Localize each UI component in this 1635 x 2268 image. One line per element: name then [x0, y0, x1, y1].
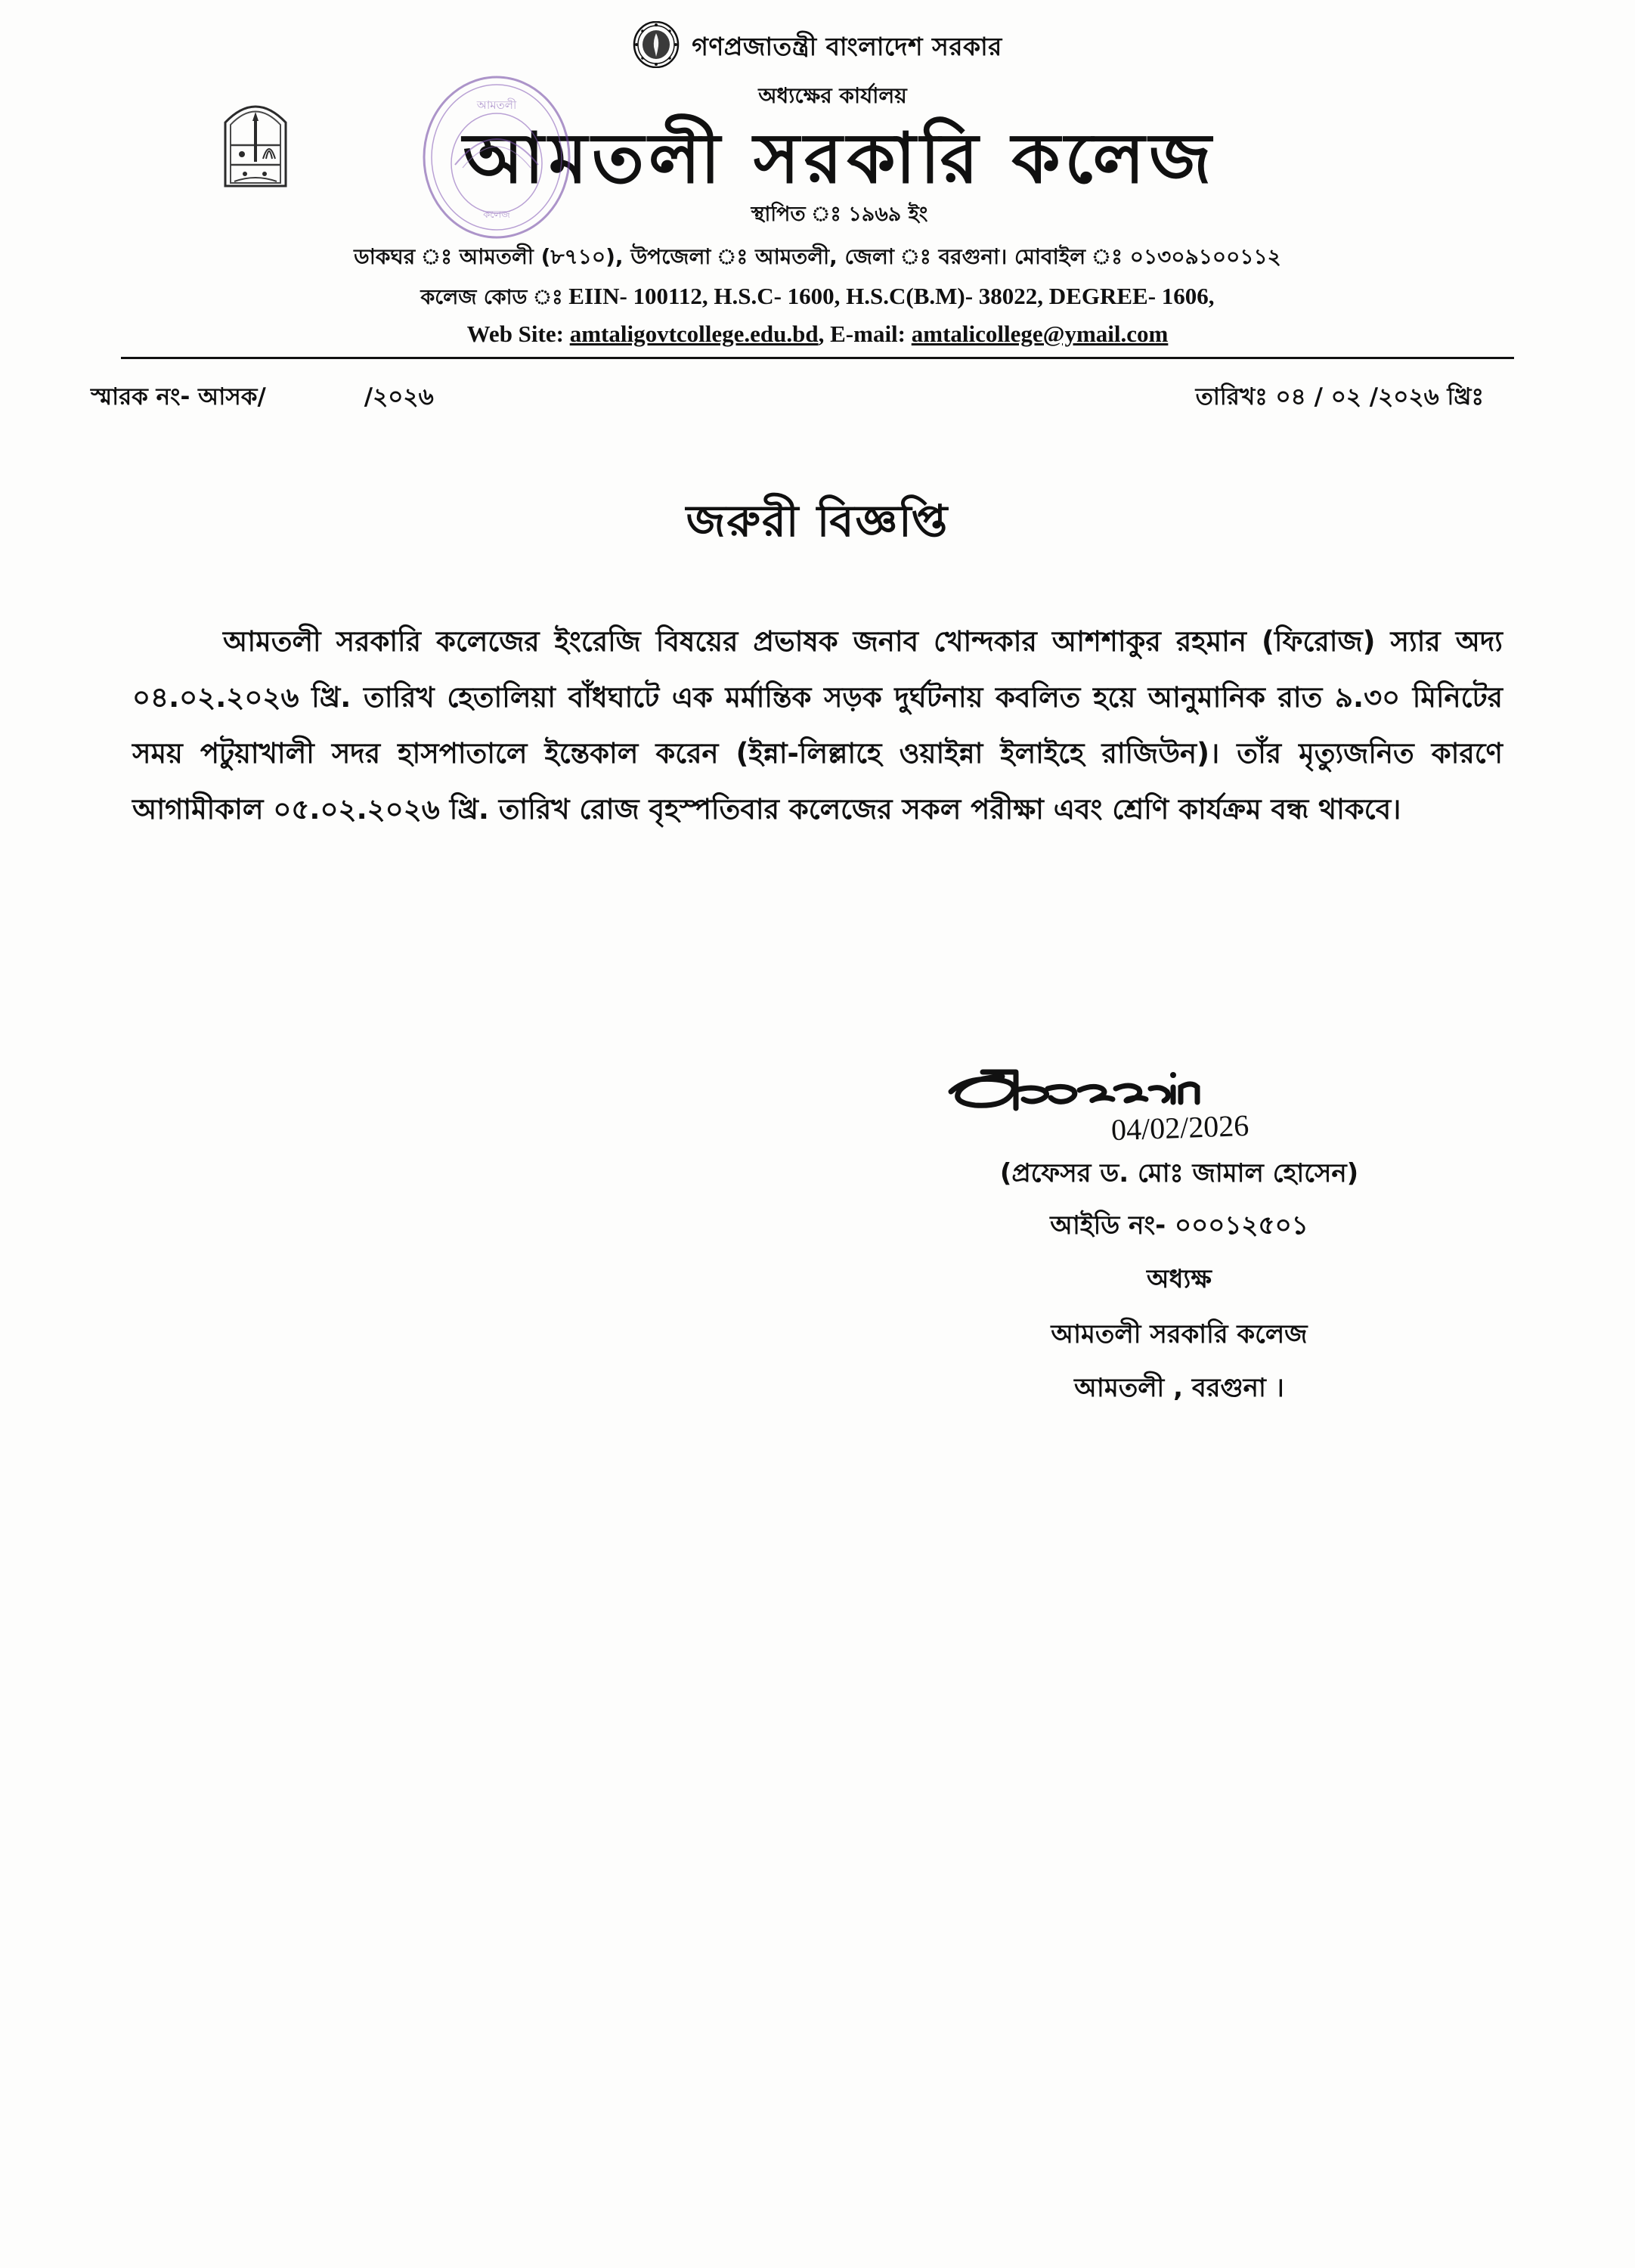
government-line-text: গণপ্রজাতন্ত্রী বাংলাদেশ সরকার: [692, 32, 1002, 62]
comma-separator: ,: [818, 321, 831, 348]
website-label: Web Site:: [466, 321, 564, 348]
signatory-role: অধ্যক্ষ: [1147, 1264, 1212, 1294]
page-title: আমতলী সরকারি কলেজ: [463, 118, 1216, 200]
address-line: ডাকঘর ঃ আমতলী (৮৭১০), উপজেলা ঃ আমতলী, জেলা ঃ বরগুনা। মোবাইল ঃ ০১৩০৯১০০১১২: [354, 244, 1281, 270]
memo-number: [91, 379, 434, 418]
email-label: E-mail:: [830, 321, 906, 348]
signatory-name: (প্রফেসর ড. মোঃ জামাল হোসেন): [999, 1158, 1359, 1188]
letterhead: [0, 0, 1635, 359]
signatory-place: আমতলী , বরগুনা ।: [1074, 1373, 1284, 1403]
website-link[interactable]: amtaligovtcollege.edu.bd: [569, 321, 819, 348]
college-logo-icon: [219, 89, 292, 187]
svg-text:আমতলী: আমতলী: [476, 98, 517, 112]
college-code-values: EIIN- 100112, H.S.C- 1600, H.S.C(B.M)- 38022, DEGREE- 1606,: [568, 283, 1215, 310]
notice-heading: জরুরী বিজ্ঞপ্তি: [686, 495, 949, 547]
college-code-line: [91, 282, 1544, 316]
government-line: [91, 21, 1544, 75]
web-contact-line: [91, 321, 1544, 348]
notice-body: আমতলী সরকারি কলেজের ইংরেজি বিষয়ের প্রভাষক জনাব খোন্দকার আশশাকুর রহমান (ফিরোজ) স্যার অদ্য ০৪.০২.২০২৬ খ্রি. তারিখ হেতালিয়া বাঁধঘাটে এক মর্মান্তিক সড়ক দুর্ঘটনায় কবলিত হয়ে আনুমানিক রাত ৯.৩০ মিনিটের সময় পটুয়াখালী সদর হাসপাতালে ইন্তেকাল করেন (ইন্না-লিল্লাহে ওয়াইন্না ইলাইহে রাজিউন)। তাঁর মৃত্যুজনিত কারণে আগামীকাল ০৫.০২.২০২৬ খ্রি. তারিখ রোজ বৃহস্পতিবার কলেজের সকল পরীক্ষা এবং শ্রেণি কার্যক্রম বন্ধ থাকবে।: [132, 625, 1503, 826]
memo-date: তারিখঃ ০৪ / ০২ /২০২৬ খ্রিঃ: [1195, 383, 1484, 411]
memo-number-label: স্মারক নং- আসক/: [91, 383, 266, 411]
signatory-id: আইডি নং- ০০০১২৫০১: [1050, 1210, 1308, 1241]
memo-row: [0, 359, 1635, 418]
header-divider: [121, 357, 1514, 359]
handwritten-date: 04/02/2026: [1110, 1108, 1249, 1148]
established-year: স্থাপিত ঃ ১৯৬৯ ইং: [751, 203, 928, 227]
office-line: অধ্যক্ষের কার্যালয়: [758, 83, 907, 109]
handwritten-signature-icon: [892, 1051, 1466, 1149]
email-link[interactable]: amtalicollege@ymail.com: [911, 321, 1169, 348]
signature-block: [892, 1051, 1466, 1411]
signatory-institution: আমতলী সরকারি কলেজ: [1051, 1319, 1308, 1349]
bangladesh-national-emblem-icon: [633, 21, 680, 75]
college-code-label: কলেজ কোড ঃ: [420, 286, 563, 310]
svg-text:কলেজ: কলেজ: [483, 209, 510, 221]
memo-year: /২০২৬: [364, 383, 434, 411]
